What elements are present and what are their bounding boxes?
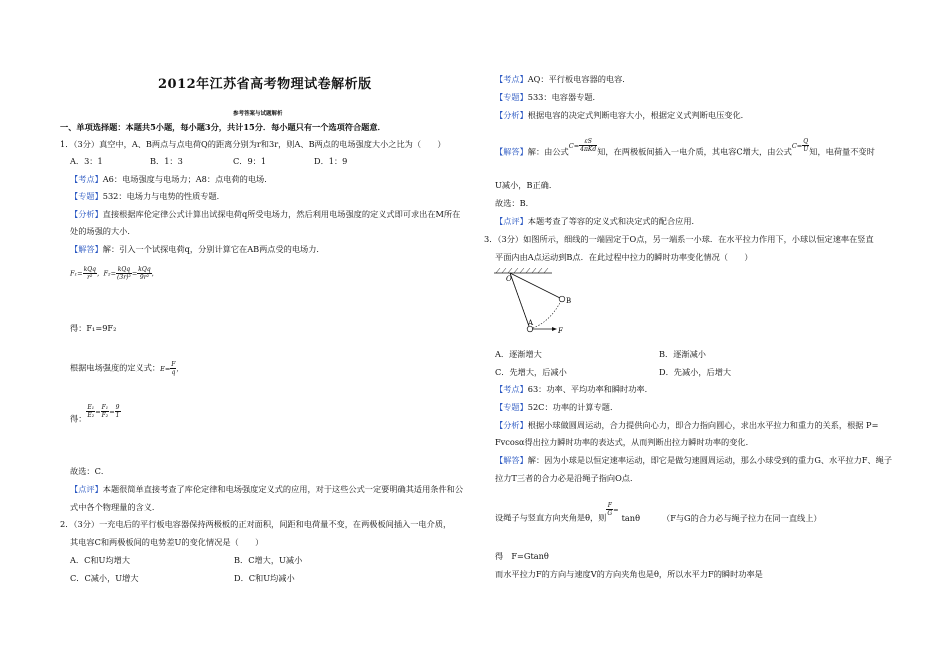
- q2-option-d: D．C和U均减小: [234, 573, 295, 583]
- q3-jieda-text1: 解：因为小球是以恒定速率运动，即它是做匀速圆周运动，那么小球受到的重力G、水平拉力F、绳子: [527, 455, 893, 465]
- jieda-tag: 【解答】: [70, 244, 103, 254]
- q1-jieda: [70, 244, 325, 255]
- q3-jieda: [495, 455, 892, 466]
- ratio-f1: F₁: [101, 404, 109, 411]
- e-lhs: E=: [160, 364, 171, 373]
- q3-angle-line: [495, 502, 822, 526]
- e-num: F: [171, 361, 176, 368]
- q3-angle-a: 设绳子与竖直方向夹角是θ，则: [495, 512, 607, 523]
- q2-jieda-c: 知，电荷量不变时: [809, 146, 875, 157]
- q1-option-b: B．1：3: [150, 156, 183, 166]
- q3-jieda-line2: 拉力T三者的合力必是沿绳子指向O点．: [495, 473, 639, 483]
- f2-fraction: [116, 266, 132, 281]
- q3-angle-c: （F与G的合力必与绳子拉力在同一直线上）: [662, 512, 822, 523]
- q3-option-d: D．先减小，后增大: [659, 367, 732, 377]
- q3-zhuanti: [495, 402, 618, 413]
- q1-option-a: A．3：1: [70, 156, 103, 166]
- jieda-tag: 【解答】: [495, 455, 528, 465]
- c2-fraction: [802, 138, 809, 153]
- q1-option-c: C．9：1: [233, 156, 267, 166]
- ceiling-hatch: [496, 268, 548, 273]
- q2-fenxi: [495, 110, 749, 121]
- q1-jieda-text: 解：引入一个试探电荷q，分别计算它在AB两点受的电场力．: [102, 244, 325, 254]
- q2-kaodian-text: AQ：平行板电容器的电容．: [527, 74, 631, 84]
- q2-jieda-a: 解：由公式: [527, 146, 569, 157]
- q2-stem-line2: 其电容C和两极板间的电势差U的变化情况是（ ）: [70, 537, 264, 547]
- c2-num: Q: [803, 138, 809, 145]
- fenxi-tag: 【分析】: [70, 209, 103, 219]
- q1-kaodian-text: A6：电场强度与电场力；A8：点电荷的电场．: [102, 174, 273, 184]
- q3-fenxi: [495, 420, 878, 431]
- q1-stem: 1．（3分）真空中，A、B两点与点电荷Q的距离分别为r和3r，则A、B两点的电场强度大小之比为（ ）: [60, 139, 446, 149]
- pendulum-figure: [492, 265, 592, 341]
- ratio-num-fraction: [115, 404, 121, 419]
- q2-zhuanti: [495, 92, 601, 103]
- q1-de2: 得：: [70, 413, 87, 424]
- q2-option-c: C．C减小，U增大: [70, 573, 139, 583]
- fenxi-tag: 【分析】: [495, 110, 528, 120]
- tan-formula: [606, 502, 619, 517]
- q1-answer: 故选：C．: [70, 466, 110, 476]
- dianping-tag: 【点评】: [70, 484, 103, 494]
- label-f: F: [558, 327, 563, 335]
- tan-eq: =: [613, 505, 619, 514]
- q1-fenxi-text1: 直接根据库伦定律公式计算出试探电荷q所受电场力，然后利用电场强度的定义式即可求出在M所在: [102, 209, 461, 219]
- c1-den: 4πKd: [580, 146, 597, 153]
- f-end: ，: [151, 269, 159, 278]
- ratio-9: 9: [115, 404, 120, 411]
- jieda-tag: 【解答】: [495, 146, 528, 157]
- zhuanti-tag: 【专题】: [70, 191, 103, 201]
- ratio-e2: E₂: [87, 412, 95, 419]
- dianping-tag: 【点评】: [495, 216, 528, 226]
- tan-den: G: [607, 510, 613, 517]
- ratio-formula: [86, 404, 120, 419]
- doc-title: 2012年江苏省高考物理试卷解析版: [158, 77, 372, 92]
- q2-dianping-text: 本题考查了等容的定义式和决定式的配合应用．: [527, 216, 700, 226]
- c1-num: εS: [579, 138, 597, 146]
- f1-fraction: [83, 266, 97, 281]
- c2-lhs: C=: [791, 141, 803, 150]
- q1-option-d: D．1：9: [314, 156, 348, 166]
- c2-formula: [791, 138, 809, 153]
- q3-last-line: 而水平拉力F的方向与速度V的方向夹角也是θ，所以水平力F的瞬时功率是: [495, 569, 763, 579]
- c1-fraction: [579, 138, 597, 153]
- kaodian-tag: 【考点】: [70, 174, 103, 184]
- ratio-e1: E₁: [87, 404, 95, 411]
- q3-angle-b: tanθ: [621, 512, 640, 523]
- f2-den: (3r)²: [117, 274, 131, 281]
- q2-jieda-b: 知，在两极板间插入一电介质，其电容C增大，由公式: [597, 146, 792, 157]
- q2-dianping: [495, 216, 700, 227]
- q3-option-a: A．逐渐增大: [495, 349, 542, 359]
- e-end: ，: [176, 364, 183, 373]
- kaodian-tag: 【考点】: [495, 74, 528, 84]
- ratio-f-fraction: [101, 404, 110, 419]
- f2-num: kQq: [117, 266, 131, 273]
- q1-dianping-line2: 式中各个物理量的含义．: [70, 502, 161, 512]
- q1-dianping: [70, 484, 463, 495]
- q1-force-formula: [70, 266, 158, 281]
- ratio-eq1: =: [95, 407, 101, 416]
- q2-option-b: B．C增大，U减小: [234, 555, 303, 565]
- q3-option-b: B．逐渐减小: [659, 349, 706, 359]
- q1-zhuanti: [70, 191, 225, 202]
- ball-a: [527, 326, 533, 332]
- fenxi-tag: 【分析】: [495, 420, 528, 430]
- f1-lhs: F₁=: [70, 269, 83, 278]
- q3-fenxi-line2: Fvcosα得出拉力瞬时功率的表达式，从而判断出拉力瞬时功率的变化．: [495, 437, 754, 447]
- f2-lhs: ，F₂=: [96, 269, 117, 278]
- q2-answer: 故选：B．: [495, 198, 534, 208]
- f2-eq: =: [131, 269, 138, 278]
- q2-option-a: A．C和U均增大: [70, 555, 131, 565]
- f1-den: r²: [87, 274, 93, 281]
- e-formula: [160, 361, 183, 376]
- force-arrowhead: [552, 327, 557, 331]
- q3-option-c: C．先增大，后减小: [495, 367, 567, 377]
- doc-subtitle: 参考答案与试题解析: [233, 111, 283, 117]
- c1-lhs: C=: [568, 141, 580, 150]
- ratio-e-fraction: [86, 404, 95, 419]
- c2-den: U: [803, 146, 809, 153]
- q2-jieda-line2: U减小，B正确．: [495, 180, 558, 190]
- q3-fenxi-text1: 根据小球做圆周运动，合力提供向心力，即合力指向圆心，求出水平拉力和重力的关系，根据 P=: [527, 420, 879, 430]
- q3-stem-line1: 3．（3分）如图所示，细线的一端固定于O点，另一端系一小球．在水平拉力作用下，小球以恒定速率在竖直: [484, 234, 874, 244]
- f2b-num: kQq: [138, 266, 151, 273]
- ratio-f2: F₂: [101, 412, 109, 419]
- f1-num: kQq: [83, 266, 96, 273]
- q1-fenxi: [70, 209, 460, 220]
- zhuanti-tag: 【专题】: [495, 402, 528, 412]
- arc-path: [530, 299, 562, 329]
- f2b-fraction: [137, 266, 151, 281]
- q3-stem-line2: 平面内由A点运动到B点．在此过程中拉力的瞬时功率变化情况（ ）: [495, 252, 753, 262]
- q1-zhuanti-text: 532：电场力与电势的性质专题．: [102, 191, 225, 201]
- q3-kaodian: [495, 384, 653, 395]
- kaodian-tag: 【考点】: [495, 384, 528, 394]
- q1-kaodian: [70, 174, 272, 185]
- tan-num: F: [607, 502, 612, 509]
- q2-zhuanti-text: 533：电容器专题．: [527, 92, 601, 102]
- label-a: A: [528, 319, 534, 327]
- q1-dianping-text: 本题很简单直接考查了库伦定律和电场强度定义式的应用，对于这些公式一定要明确其适用条件和公: [102, 484, 464, 494]
- q1-fenxi-line2: 处的场强的大小．: [70, 226, 136, 236]
- q3-zhuanti-text: 52C：功率的计算专题．: [527, 402, 619, 412]
- q1-result1: 得：F₁=9F₂: [70, 323, 117, 333]
- q2-kaodian: [495, 74, 630, 85]
- ratio-eq2: =: [109, 407, 115, 416]
- q1-def-text: 根据电场强度的定义式：: [70, 362, 161, 373]
- c1-formula: [568, 138, 598, 153]
- q2-fenxi-text: 根据电容的决定式判断电容大小，根据定义式判断电压变化．: [527, 110, 749, 120]
- q3-kaodian-text: 63：功率、平均功率和瞬时功率．: [527, 384, 653, 394]
- q1-def-line: [70, 361, 183, 376]
- q1-ratio-line: [70, 404, 121, 427]
- label-o: O: [506, 275, 512, 283]
- e-den: q: [171, 369, 176, 376]
- section-heading: 一、单项选择题：本题共5小题，每小题3分，共计15分．每小题只有一个选项符合题意．: [60, 122, 386, 132]
- ratio-1: 1: [115, 412, 120, 419]
- zhuanti-tag: 【专题】: [495, 92, 528, 102]
- ball-b: [559, 296, 565, 302]
- q3-result: 得 F=Gtanθ: [495, 551, 549, 561]
- q2-stem-line1: 2．（3分）一充电后的平行板电容器保持两极板的正对面积，间距和电荷量不变，在两极板间插入一电介质，: [60, 519, 452, 529]
- f2b-den: 9r²: [139, 274, 150, 281]
- label-b: B: [566, 297, 572, 305]
